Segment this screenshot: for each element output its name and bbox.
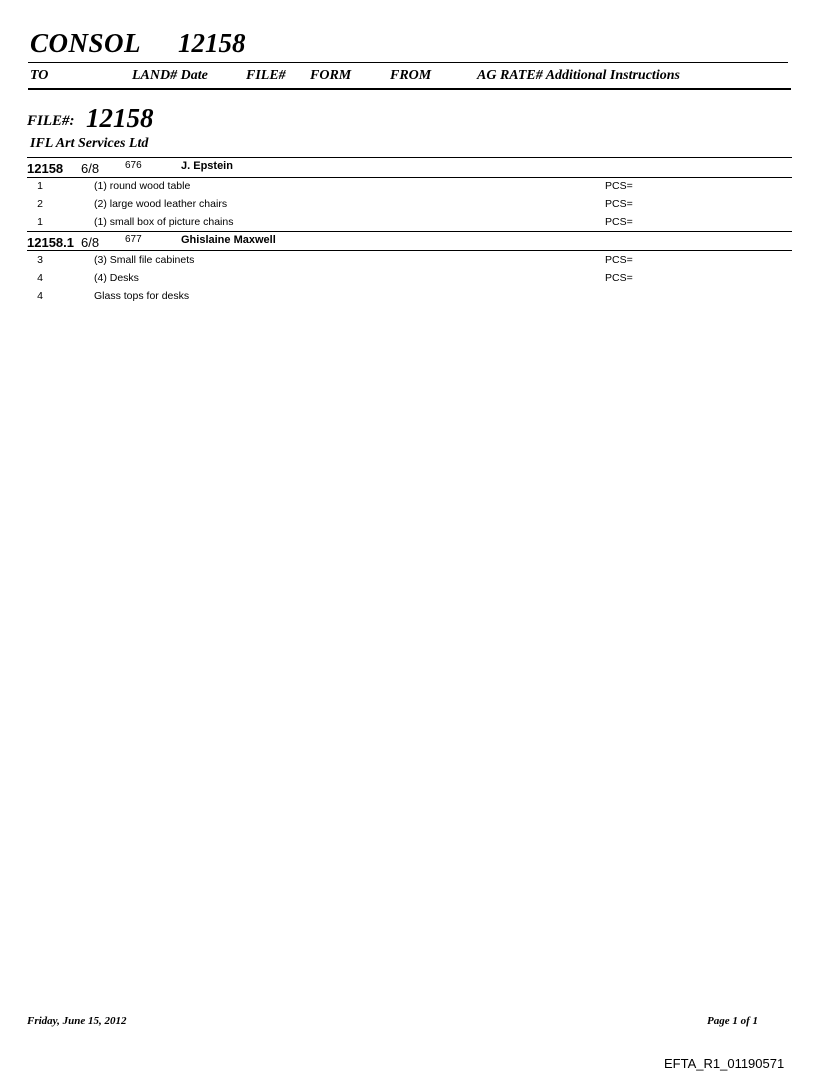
header-rule-top [28, 62, 788, 63]
document-id: EFTA_R1_01190571 [664, 1056, 785, 1071]
item-pcs: PCS= [605, 216, 633, 228]
item-description: (1) round wood table [94, 180, 191, 192]
table-row [0, 254, 816, 272]
item-qty: 4 [37, 290, 43, 302]
item-description: (2) large wood leather chairs [94, 198, 228, 210]
table-row [0, 198, 816, 216]
group-rule-bottom [27, 177, 792, 178]
item-description: (4) Desks [94, 272, 139, 284]
column-header-form: FORM [310, 68, 352, 83]
item-qty: 2 [37, 198, 43, 210]
group-rule-top [27, 231, 792, 232]
group-form: 677 [125, 234, 142, 245]
column-header-file: FILE# [246, 68, 286, 83]
table-row [0, 180, 816, 198]
item-qty: 1 [37, 216, 43, 228]
consol-title: CONSOL [30, 28, 142, 58]
file-label: FILE#: [27, 113, 75, 129]
group-date: 6/8 [81, 161, 100, 176]
footer-date: Friday, June 15, 2012 [27, 1015, 127, 1027]
item-pcs: PCS= [605, 198, 633, 210]
group-date: 6/8 [81, 235, 100, 250]
column-header-to: TO [30, 68, 49, 83]
column-header-ag-rate: AG RATE# Additional Instructions [477, 68, 680, 83]
group-form: 676 [125, 160, 142, 171]
item-pcs: PCS= [605, 272, 633, 284]
item-qty: 1 [37, 180, 43, 192]
column-header-land-date: LAND# Date [132, 68, 208, 83]
group-rule-bottom [27, 250, 792, 251]
item-qty: 4 [37, 272, 43, 284]
consol-number: 12158 [178, 28, 246, 58]
group-file-number: 12158 [27, 161, 64, 176]
table-row [0, 272, 816, 290]
group-file-number: 12158.1 [27, 235, 74, 250]
item-description: (3) Small file cabinets [94, 254, 195, 266]
file-number: 12158 [86, 103, 154, 133]
column-header-from: FROM [390, 68, 432, 83]
item-pcs: PCS= [605, 180, 633, 192]
header-rule-bottom [28, 88, 791, 90]
group-name: Ghislaine Maxwell [181, 234, 276, 246]
company-name: IFL Art Services Ltd [30, 136, 149, 151]
group-rule-top [27, 157, 792, 158]
group-name: J. Epstein [181, 160, 233, 172]
item-qty: 3 [37, 254, 43, 266]
item-description: (1) small box of picture chains [94, 216, 234, 228]
table-row [0, 290, 816, 308]
item-description: Glass tops for desks [94, 290, 190, 302]
footer-page-number: Page 1 of 1 [707, 1015, 759, 1027]
item-pcs: PCS= [605, 254, 633, 266]
